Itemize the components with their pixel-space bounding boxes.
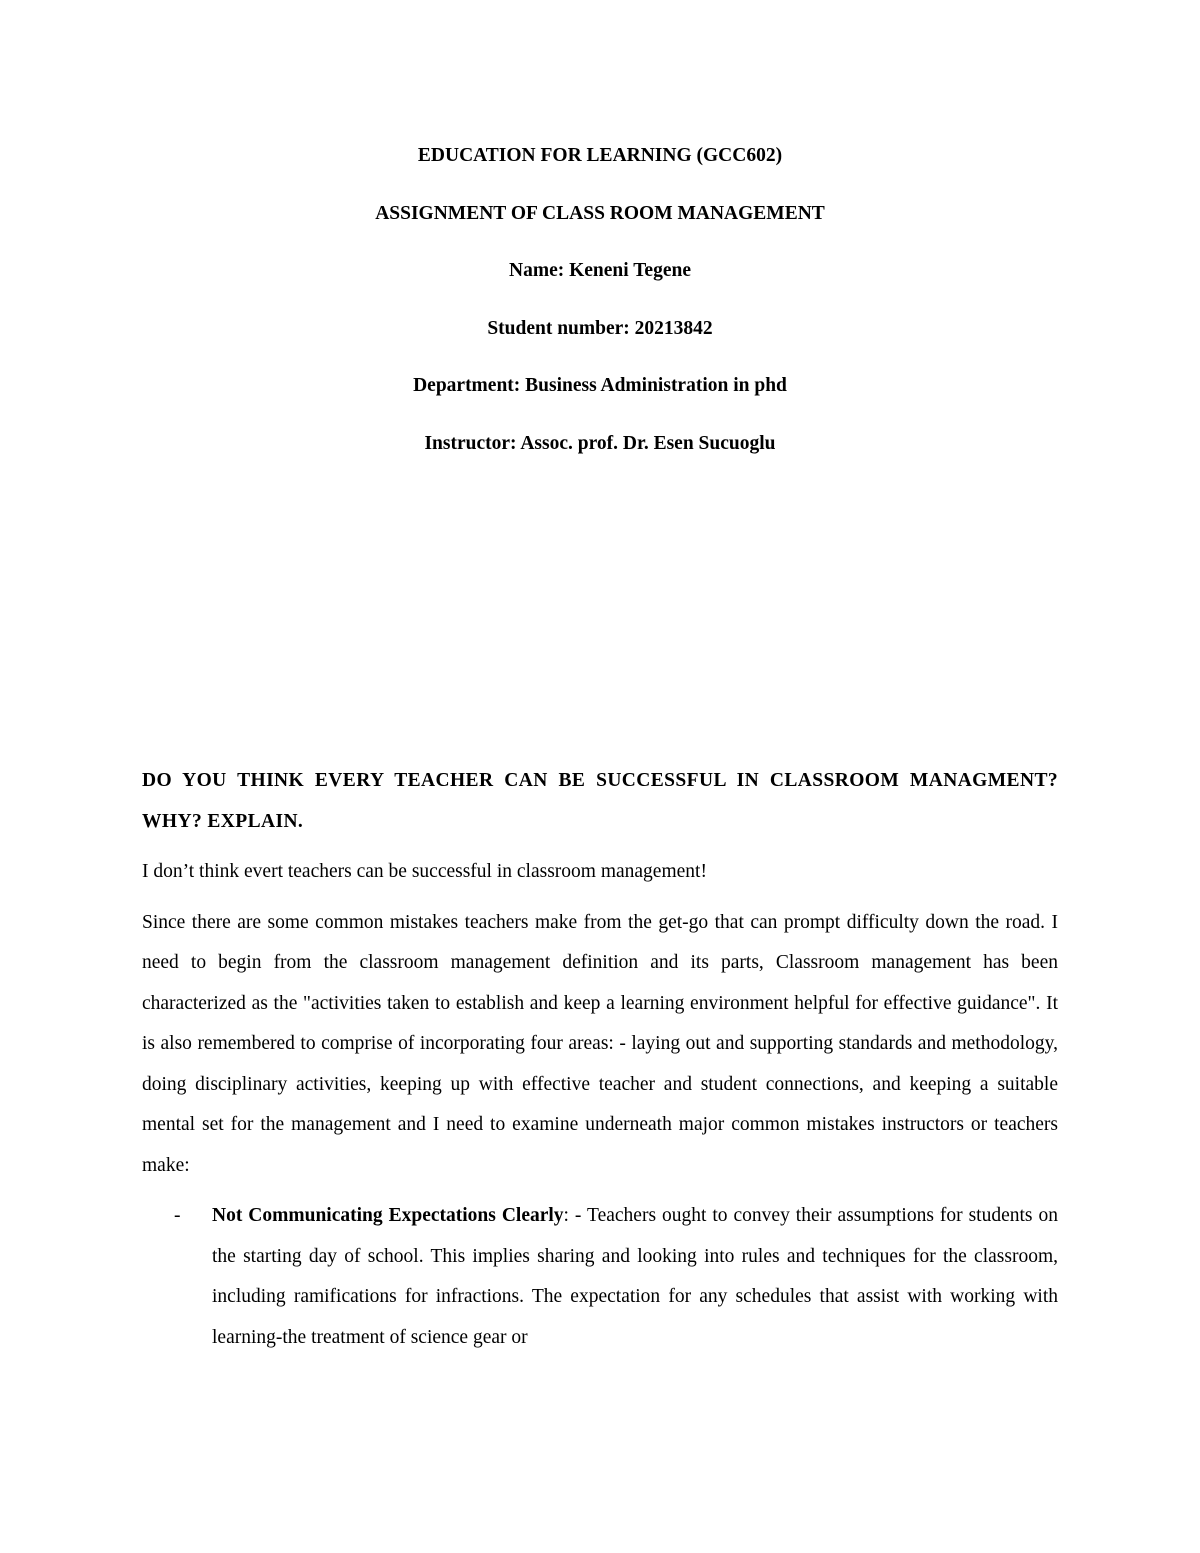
title-block bbox=[0, 143, 1200, 488]
explanation-paragraph: Since there are some common mistakes teachers make from the get-go that can prompt difficulty down the road. I need to begin from the classroom management definition and its parts, Classroom management has been characterized as the "activities taken to establish and keep a learning environment helpful for effective guidance". It is also remembered to comprise of incorporating four areas: - laying out and supporting standards and methodology, doing disciplinary activities, keeping up with effective teacher and student connections, and keeping a suitable mental set for the management and I need to examine underneath major common mistakes instructors or teachers make: bbox=[142, 911, 1058, 1176]
student-name: Name: Keneni Tegene bbox=[509, 260, 691, 281]
body-block bbox=[142, 761, 1058, 1358]
list-item bbox=[142, 1196, 1058, 1358]
student-number: Student number: 20213842 bbox=[487, 317, 713, 339]
question-heading: DO YOU THINK EVERY TEACHER CAN BE SUCCESSFUL IN CLASSROOM MANAGMENT? WHY? EXPLAIN. bbox=[142, 770, 1058, 832]
department: Department: Business Administration in phd bbox=[413, 375, 787, 396]
bullet-dash: - bbox=[174, 1205, 181, 1226]
bullet-heading: Not Communicating Expectations Clearly bbox=[212, 1205, 564, 1226]
bullet-text bbox=[212, 1196, 1058, 1358]
assignment-title: ASSIGNMENT OF CLASS ROOM MANAGEMENT bbox=[375, 202, 825, 224]
bullet-body: : - Teachers ought to convey their assumptions for students on the starting day of school. This implies sharing and looking into rules and techniques for the classroom, including ramifications for infractions. The expectation for any schedules that assist with working with learning-the treatment of science gear or bbox=[212, 1205, 1058, 1348]
course-title: EDUCATION FOR LEARNING (GCC602) bbox=[417, 145, 783, 166]
instructor: Instructor: Assoc. prof. Dr. Esen Sucuoglu bbox=[424, 432, 776, 454]
answer-intro: I don’t think evert teachers can be successful in classroom management! bbox=[142, 861, 707, 882]
